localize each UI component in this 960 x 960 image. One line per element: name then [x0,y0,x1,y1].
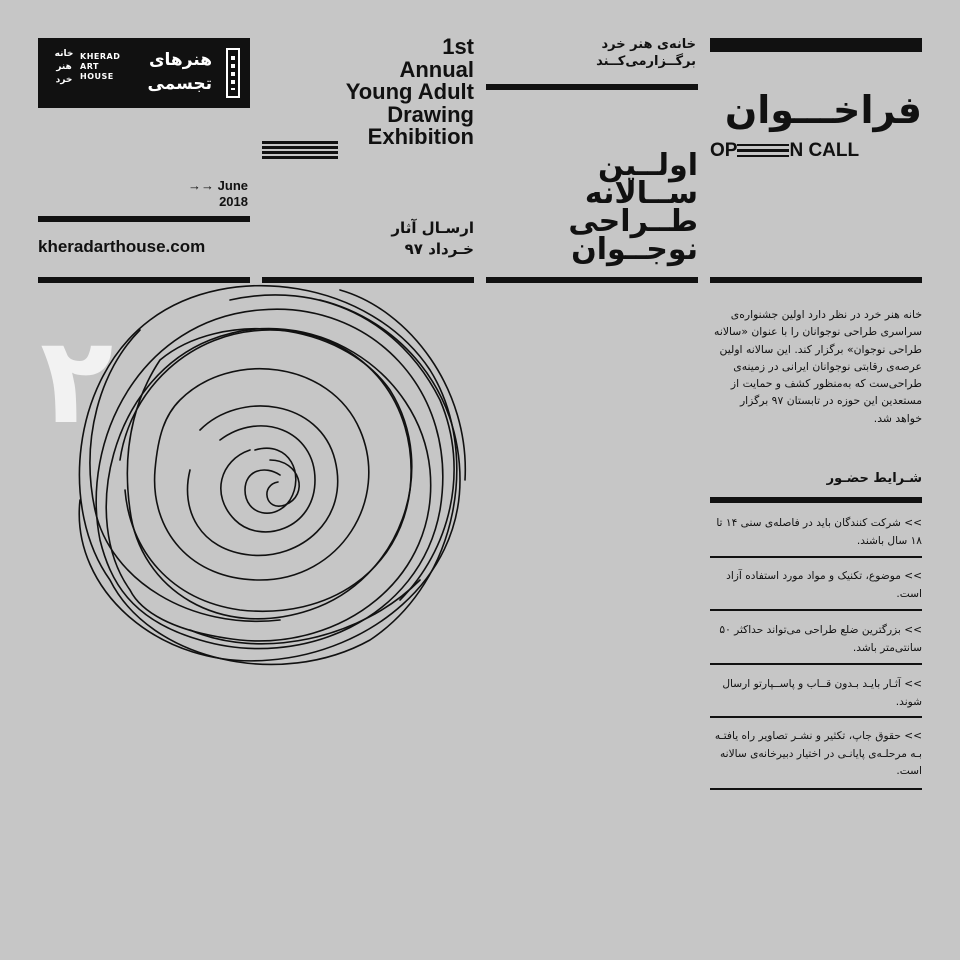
open-call-stripes-icon [737,144,789,158]
divider [710,277,922,283]
open-call-right: N CALL [789,140,860,161]
open-call-en [710,140,859,162]
condition-item: >> بزرگترین ضلع طراحی می‌تواند حداکثر ۵۰ سانتی‌متر باشد. [719,624,922,654]
divider [38,216,250,222]
condition-item: >> حقوق جاپ، تکثیر و نشـر تصاویر راه یافتـه بـه مرحلـه‌ی پایانـی در اختیار دبیرخانه‌ی سالانه است. [714,730,922,777]
title-line: Young Adult [345,79,474,104]
item-divider [710,609,922,611]
logo-mark-line: هنر [56,62,72,72]
submission-label: ارسـال آثار [391,219,474,237]
host-text [496,36,696,70]
logo-english [80,52,120,82]
festival-title-fa [478,148,698,267]
logo-fa-line: هنرهای [148,50,212,70]
logo-en-line: KHERAD [80,52,121,61]
scribble-drawing [40,260,480,680]
item-divider [710,663,922,665]
date-month: June [217,178,248,193]
exhibition-date [188,178,248,210]
open-call-fa: فراخـــوان [724,88,922,132]
logo-side-icon [226,48,240,98]
logo-persian [147,48,212,96]
logo-en-line: ART [80,62,99,71]
host-line: برگــزار‌می‌کــند [596,54,696,69]
festival-line: ســالانه [584,176,698,211]
host-line: خانه‌ی هنر خرد [601,37,696,52]
item-divider [710,788,922,790]
kherad-logo [38,38,250,108]
divider [710,497,922,503]
item-divider [710,716,922,718]
logo-mark [52,48,76,87]
submission-date [274,218,474,260]
intro-paragraph: خانه هنر خرد در نظر دارد اولین جشنواره‌ی سراسری طراحی نوجوانان را با عنوان «سالانه طراحی نوجوان» برگزار کند. این سالانه اولین عرصه‌ی رقابتی نوجوانان ایرانی در زمینه‌ی طراحی‌ست که به‌منظور کشف و حمایت از مستعدین این حوزه در تابستان ۹۷ برگزار خواهد شد. [714,308,922,425]
divider [486,277,698,283]
title-line: 1st [442,34,474,59]
date-year: 2018 [219,194,248,209]
website-link[interactable]: kheradarthouse.com [38,237,206,256]
header-bar [710,38,922,52]
big-number: ۲ [40,312,114,451]
english-title [254,36,474,149]
open-call-left: OP [710,140,738,161]
conditions-title: شـرایط حضـور [826,471,922,486]
item-divider [710,556,922,558]
logo-mark-line: خانه [54,49,74,59]
logo-mark-line: خرد [55,75,73,85]
condition-item: >> شرکت کنندگان باید در فاصله‌ی سنی ۱۴ تا ۱۸ سال باشند. [716,517,922,547]
logo-fa-line: تجسمی [147,74,212,94]
festival-line: اولــین [598,148,698,183]
logo-en-line: HOUSE [80,72,114,81]
festival-line: طــراحی [568,204,698,239]
arrow-icon: →→ [188,178,218,193]
title-line: Exhibition [367,124,474,149]
condition-item: >> آثـار بایـد بـدون قــاب و پاســپارتو ارسال شوند. [722,678,922,708]
condition-item: >> موضوع، تکنیک و مواد مورد استفاده آزاد است. [726,570,922,600]
festival-line: نوجــوان [571,232,698,267]
divider [486,84,698,90]
title-line: Annual [399,56,474,82]
submission-month: خـرداد ۹۷ [404,240,474,258]
title-line: Drawing [387,101,474,127]
title-stripes-icon [262,141,338,159]
